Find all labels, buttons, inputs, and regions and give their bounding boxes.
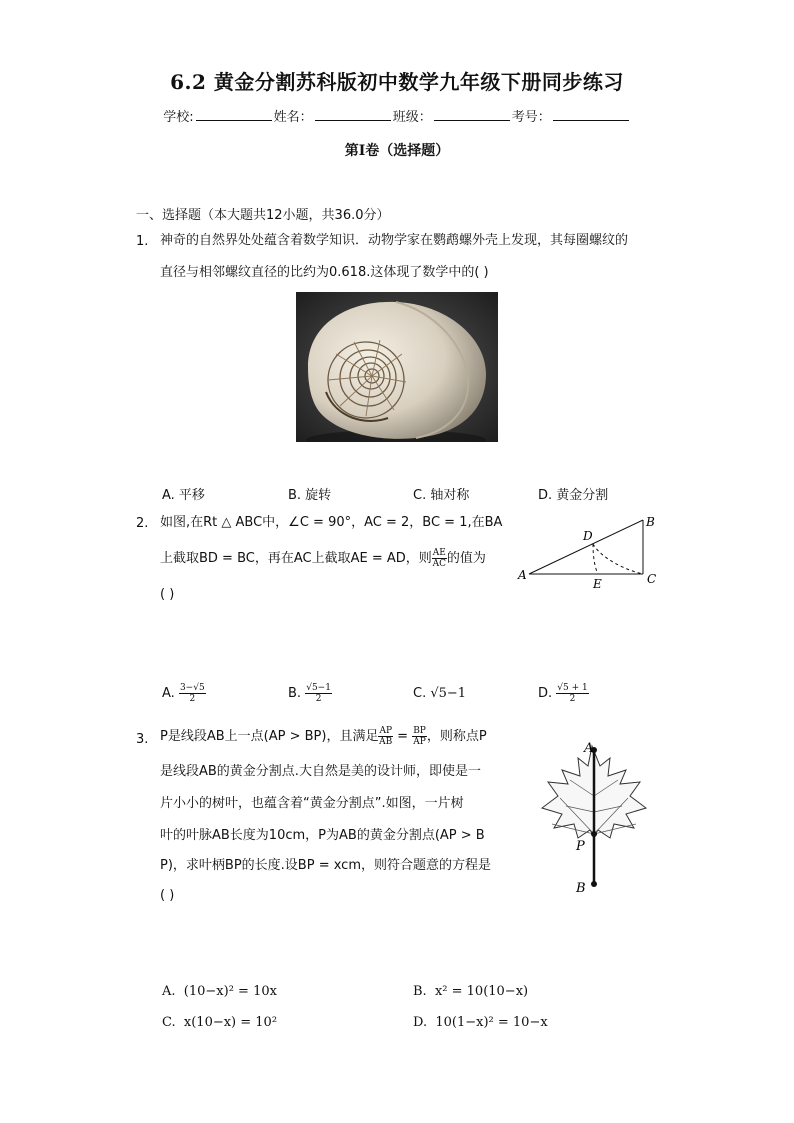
q1-line1: 神奇的自然界处处蕴含着数学知识．动物学家在鹦鹉螺外壳上发现，其每圈螺纹的 (160, 233, 629, 248)
q3-line2: 是线段AB的黄金分割点.大自然是美的设计师，即使是一 (160, 764, 481, 779)
q2-label-b: B (646, 515, 655, 529)
q2-option-a[interactable]: A. $\frac{3-√5}{2}$ (162, 683, 205, 704)
q2-line1: 如图,在Rt △ ABC中，∠C = 90°，AC = 2，BC = 1,在BA (160, 515, 503, 530)
school-blank[interactable] (196, 108, 272, 121)
q3-line6: ( ) (160, 888, 175, 903)
q3-label-p: P (576, 839, 585, 854)
q2-option-d[interactable]: D. $\frac{√5 + 1}{2}$ (538, 683, 588, 704)
q3-fraction-1: $\frac{AP}{AB}$ (379, 726, 393, 747)
id-label: 考号： (511, 110, 551, 125)
q3-option-b[interactable]: B. x² = 10(10−x) (413, 984, 529, 999)
q3-number: 3. (136, 732, 149, 747)
q3-label-a: A (584, 741, 594, 756)
q3-label-b: B (576, 881, 586, 896)
volume-heading: 第I卷（选择题） (344, 143, 450, 159)
q2-label-a: A (518, 568, 527, 582)
q2-line2-a: 上截取BD = BC，再在AC上截取AE = AD，则 (160, 551, 432, 566)
q1-option-d[interactable]: D. 黄金分割 (538, 488, 609, 503)
name-label: 姓名： (273, 110, 313, 125)
q3-line5: P)，求叶柄BP的长度.设BP = xcm，则符合题意的方程是 (160, 858, 491, 873)
q3-option-d[interactable]: D. 10(1−x)² = 10−x (413, 1015, 548, 1030)
page-title: 6.2 黄金分割苏科版初中数学九年级下册同步练习 (170, 70, 624, 94)
student-info-line (0, 106, 794, 125)
id-blank[interactable] (553, 108, 629, 121)
school-label: 学校: (163, 110, 194, 125)
section-heading: 一、选择题（本大题共12小题，共36.0分） (136, 208, 390, 223)
q2-triangle-figure (515, 512, 665, 592)
q3-line1: P是线段AB上一点(AP > BP)，且满足 $\frac{AP}{AB}$ = $\frac{BP}{AP}$ ，则称点P (160, 726, 487, 747)
q3-line4: 叶的叶脉AB长度为10cm，P为AB的黄金分割点(AP > B (160, 828, 485, 843)
q2-label-d: D (583, 529, 593, 543)
q2-fraction: $\frac{AE}{AC}$ (432, 548, 446, 569)
nautilus-shell-image (296, 292, 498, 442)
q1-line2: 直径与相邻螺纹直径的比约为0.618.这体现了数学中的( ) (160, 265, 489, 280)
q2-option-b[interactable]: B. $\frac{√5-1}{2}$ (288, 683, 331, 704)
q2-line3: ( ) (160, 587, 175, 602)
q1-option-a[interactable]: A. 平移 (162, 488, 205, 503)
q2-option-c[interactable]: C. √5−1 (413, 686, 467, 701)
q1-option-c[interactable]: C. 轴对称 (413, 488, 470, 503)
q2-label-c: C (647, 572, 657, 586)
q3-option-c[interactable]: C. x(10−x) = 10² (162, 1015, 278, 1030)
q2-line2 (160, 544, 486, 574)
q2-label-e: E (593, 577, 602, 591)
q1-option-b[interactable]: B. 旋转 (288, 488, 332, 503)
class-blank[interactable] (434, 108, 510, 121)
class-label: 班级： (392, 110, 432, 125)
q1-number: 1. (136, 234, 149, 249)
q2-number: 2. (136, 516, 149, 531)
q3-maple-leaf-figure (530, 736, 658, 896)
name-blank[interactable] (315, 108, 391, 121)
q3-line3: 片小小的树叶，也蕴含着“黄金分割点”.如图，一片树 (160, 796, 464, 811)
q3-option-a[interactable]: A. (10−x)² = 10x (162, 984, 277, 999)
q3-fraction-2: $\frac{BP}{AP}$ (413, 726, 426, 747)
q2-line2-b: 的值为 (446, 551, 486, 566)
